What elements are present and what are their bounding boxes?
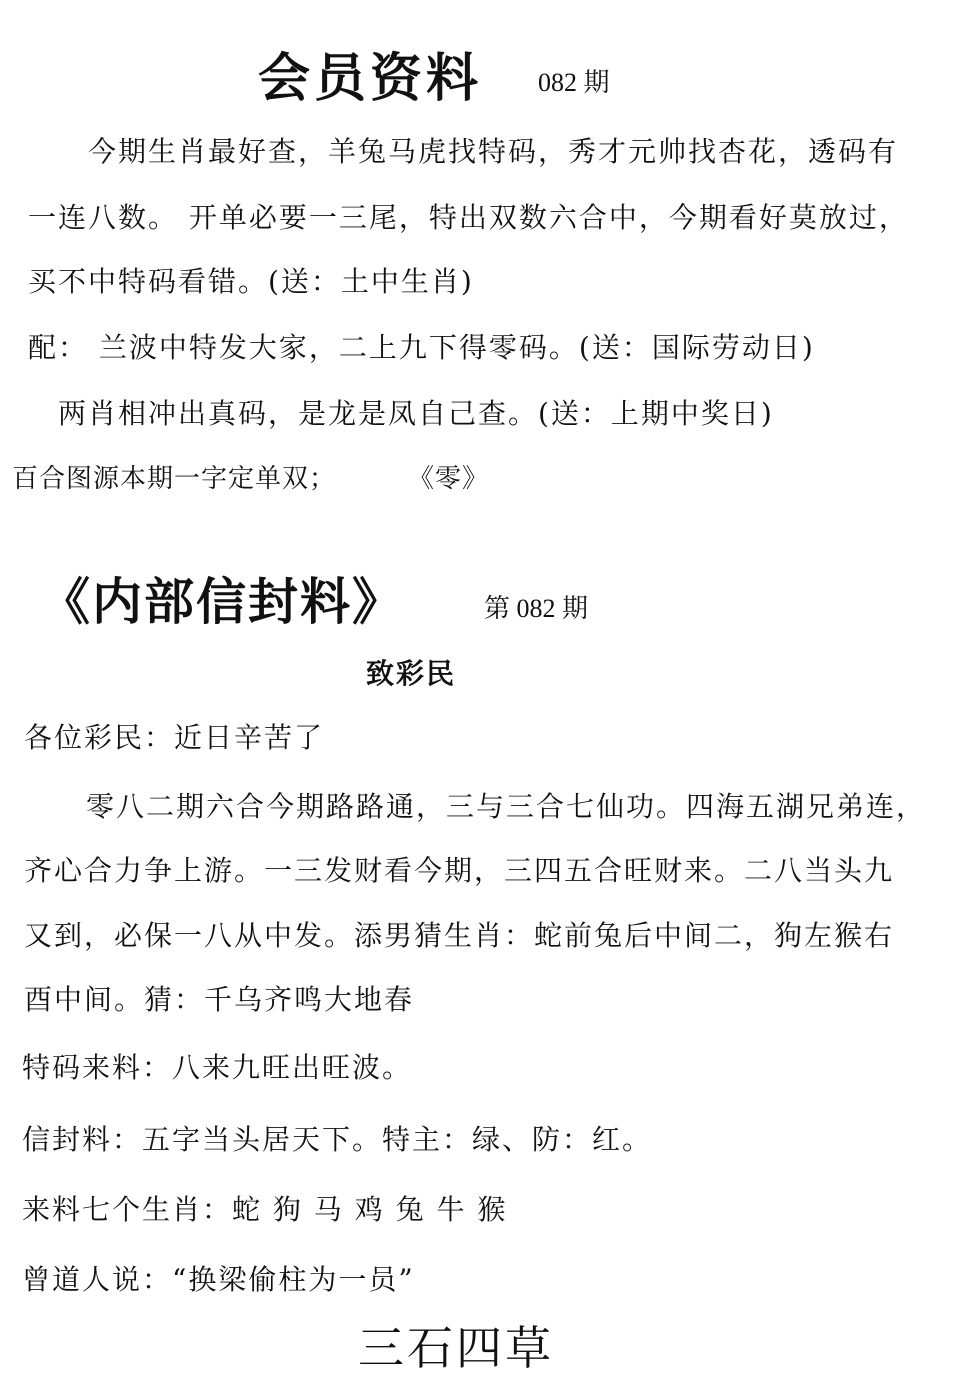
section1-oddeven-value: 《零》 [408,464,490,494]
section1-line-2: 一连八数。 开单必要一三尾，特出双数六合中，今期看好莫放过， [28,201,909,234]
section1-issue-number: 082 期 [538,68,610,97]
section2-envelope: 信封料：五字当头居天下。特主：绿、防：红。 [22,1123,653,1156]
section2-greeting: 各位彩民：近日辛苦了 [24,721,325,754]
section1-title: 会员资料 [258,49,483,109]
section2-title: 《内部信封料》 [40,573,404,631]
section1-line-3: 买不中特码看错。(送：土中生肖) [28,265,474,298]
section2-quote: 曾道人说：“换梁偷柱为一员” [22,1263,415,1296]
section1-line-5: 两肖相冲出真码，是龙是凤自己查。(送：上期中奖日) [58,397,774,430]
section2-paragraph-line-2: 齐心合力争上游。一三发财看今期，三四五合旺财来。二八当头九 [24,854,895,887]
section2-issue-number: 第 082 期 [484,594,589,623]
section2-zodiac: 来料七个生肖：蛇 狗 马 鸡 兔 牛 猴 [22,1193,508,1226]
section1-oddeven-label: 百合图源本期一字定单双； [12,464,337,494]
section1-line-4: 配： 兰波中特发大家，二上九下得零码。(送：国际劳动日) [28,331,815,364]
section2-special-code: 特码来料：八来九旺出旺波。 [22,1051,413,1084]
section2-paragraph-line-1: 零八二期六合今期路路通，三与三合七仙功。四海五湖兄弟连， [86,790,927,823]
section2-paragraph-line-3: 又到，必保一八从中发。添男猜生肖：蛇前兔后中间二，狗左猴右 [24,919,895,952]
section2-salutation-title: 致彩民 [366,657,457,690]
section1-line-1: 今期生肖最好查，羊兔马虎找特码，秀才元帅找杏花，透码有 [88,135,899,168]
section2-footer: 三石四草 [358,1321,554,1375]
section2-paragraph-line-4: 酉中间。猜：千乌齐鸣大地春 [24,983,415,1016]
